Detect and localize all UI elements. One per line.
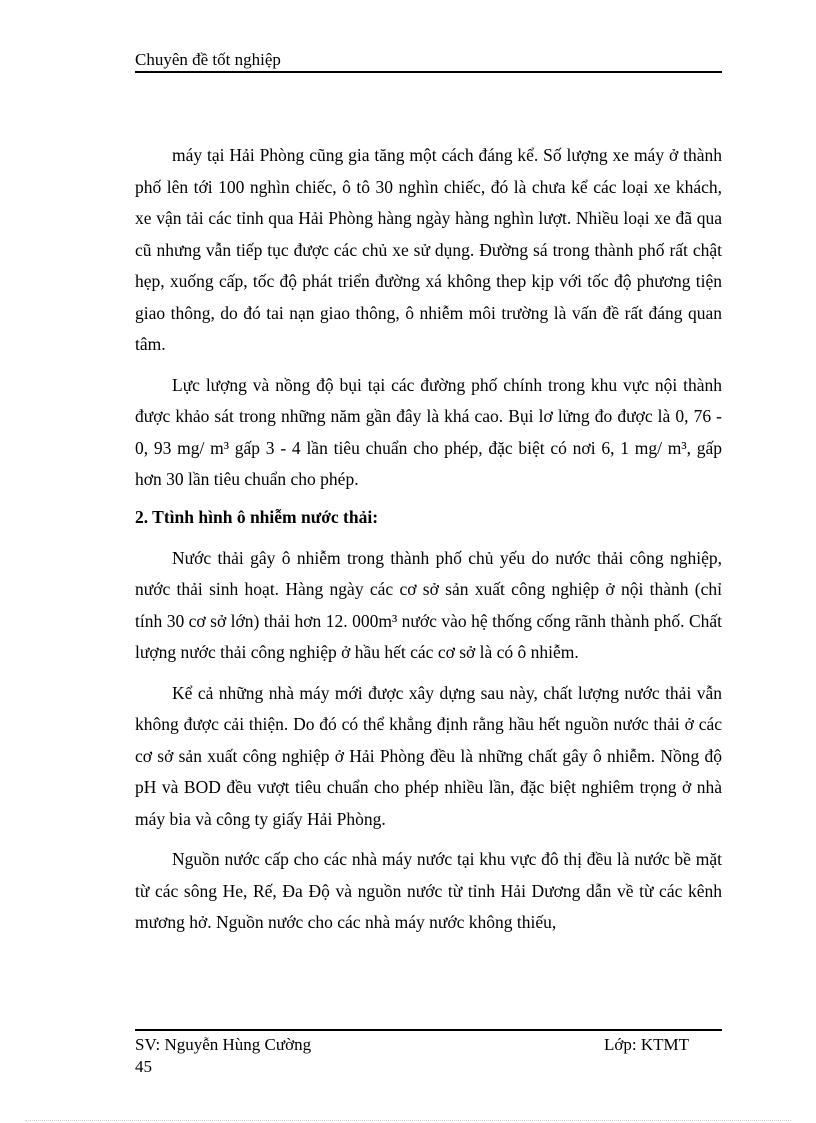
page-bottom-dotted-divider: [25, 1120, 791, 1121]
header-rule: [135, 71, 722, 73]
paragraph-wastewater: Nước thải gây ô nhiễm trong thành phố chủ yếu do nước thải công nghiệp, nước thải sinh hoạt. Hàng ngày các cơ sở sản xuất công nghiệp ở nội thành (chỉ tính 30 cơ sở lớn) thải hơn 12. 000m³ nước vào hệ thống cống rãnh thành phố. Chất lượng nước thải công nghiệp ở hầu hết các cơ sở là có ô nhiễm.: [135, 547, 722, 662]
section-heading: 2. Ttình hình ô nhiễm nước thải:: [135, 506, 379, 527]
footer-student: SV: Nguyễn Hùng Cường: [135, 1035, 312, 1054]
paragraph-dust: Lực lượng và nồng độ bụi tại các đường phố chính trong khu vực nội thành được khảo sát trong những năm gần đây là khá cao. Bụi lơ lửng đo được là 0, 76 - 0, 93 mg/ m³ gấp 3 - 4 lần tiêu chuẩn cho phép, đặc biệt có nơi 6, 1 mg/ m³, gấp hơn 30 lần tiêu chuẩn cho phép.: [135, 374, 722, 489]
paragraph-traffic: máy tại Hải Phòng cũng gia tăng một cách đáng kể. Số lượng xe máy ở thành phố lên tới 100 nghìn chiếc, ô tô 30 nghìn chiếc, đó là chưa kể các loại xe khách, xe vận tải các tỉnh qua Hải Phòng hàng ngày hàng nghìn lượt. Nhiều loại xe đã qua cũ nhưng vẫn tiếp tục được các chủ xe sử dụng. Đường sá trong thành phố rất chật hẹp, xuống cấp, tốc độ phát triển đường xá không thep kịp với tốc độ phương tiện giao thông, do đó tai nạn giao thông, ô nhiễm môi trường là vấn đề rất đáng quan tâm.: [135, 145, 722, 354]
document-body: [135, 140, 722, 939]
page-header-title: Chuyên đề tốt nghiệp: [135, 50, 281, 69]
footer-class: Lớp: KTMT: [604, 1035, 690, 1054]
paragraph-new-factories: Kể cả những nhà máy mới được xây dựng sau này, chất lượng nước thải vẫn không được cải thiện. Do đó có thể khẳng định rằng hầu hết nguồn nước thải ở các cơ sở sản xuất công nghiệp ở Hải Phòng đều là những chất gây ô nhiễm. Nồng độ pH và BOD đều vượt tiêu chuẩn cho phép nhiều lần, đặc biệt nghiêm trọng ở nhà máy bia và công ty giấy Hải Phòng.: [135, 682, 722, 829]
paragraph-water-supply: Nguồn nước cấp cho các nhà máy nước tại khu vực đô thị đều là nước bề mặt từ các sông He, Rế, Đa Độ và nguồn nước từ tỉnh Hải Dương dẫn về từ các kênh mương hở. Nguồn nước cho các nhà máy nước không thiếu,: [135, 849, 722, 932]
footer-rule: [135, 1029, 722, 1031]
page-number: 45: [135, 1057, 152, 1076]
